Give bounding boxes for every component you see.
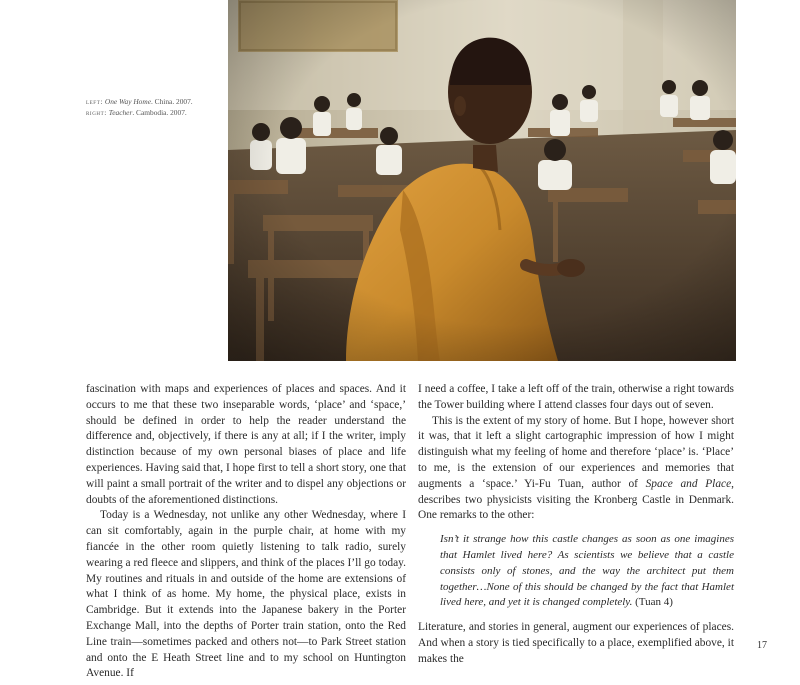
classroom-photo [228, 0, 736, 361]
caption-left-tag: left: [86, 97, 103, 106]
quote-citation: (Tuan 4) [632, 596, 673, 609]
left-paragraph-1: fascination with maps and experiences of places and spaces. And it occurs to me that these two inseparable words, ‘place’ and ‘space,’ should be defined in order to help the reader understand the difference and, objectively, if there is any at all; if I the writer, imply distinction because of my own personal biases of place and life experiences. Having said that, I hope first to tell a short story, one that will paint a small portrait of the writer and to dispel any objections or doubts of the aforementioned distinctions. [86, 383, 406, 506]
right-paragraph-2 [418, 414, 734, 525]
left-paragraph-2: Today is a Wednesday, not unlike any other Wednesday, where I can sit comfortably, again in the purple chair, at home with my fiancée in the other room quietly listening to talk radio, surely wearing a red fleece and slippers, and think of the places I’ll go today. My routines and rituals in and outside of the home are extensions of what I think of as home. My home, the physical place, exists in Cambridge. But it extends into the Japanese bakery in the Porter Exchange Mall, into the depths of Porter train station, onto the Red Line train—sometimes packed and others not—to Park Street station and onto the E Heath Street line and to my school on Huntington Avenue. If [86, 509, 406, 680]
caption-right-title: Teacher [108, 108, 133, 117]
right-paragraph-2-end: , describes two physicists visiting the Kronberg Castle in Denmark. One remarks to the other: [418, 477, 734, 522]
right-paragraph-1: I need a coffee, I take a left off of the train, otherwise a right towards the Tower building where I attend classes four days out of seven. [418, 383, 734, 411]
caption-right [86, 107, 226, 118]
classroom-photo-illustration [228, 0, 736, 361]
book-title: Space and Place [645, 477, 732, 490]
quote-text: Isn’t it strange how this castle changes as soon as one imagines that Hamlet lived here? As scientists we believe that a castle consists only of stones, and the way the architect put them together…None of this should be changed by the fact that Hamlet lived here, and yet it is changed completely. [440, 533, 734, 609]
right-paragraph-3: Literature, and stories in general, augment our experiences of places. And when a story is tied specifically to a place, exemplified above, it makes the [418, 621, 734, 665]
page-number: 17 [757, 640, 767, 651]
block-quote [440, 532, 734, 611]
caption-right-tag: right: [86, 108, 107, 117]
caption-right-details: . Cambodia. 2007. [132, 108, 187, 117]
caption-left [86, 96, 226, 107]
right-text-column [418, 382, 734, 668]
caption-left-title: One Way Home [104, 97, 151, 106]
caption-left-details: . China. 2007. [150, 97, 193, 106]
photo-caption [86, 96, 226, 118]
left-text-column [86, 382, 406, 682]
right-paragraph-2-start: This is the extent of my story of home. But I hope, however short it was, that it left a slight cartographic impression of how I might distinguish what my feeling of home and therefore ‘place’ is. ‘Place’ to me, is the extension of our experiences and memories that augments a ‘space.’ Yi-Fu Tuan, author of [418, 414, 734, 490]
